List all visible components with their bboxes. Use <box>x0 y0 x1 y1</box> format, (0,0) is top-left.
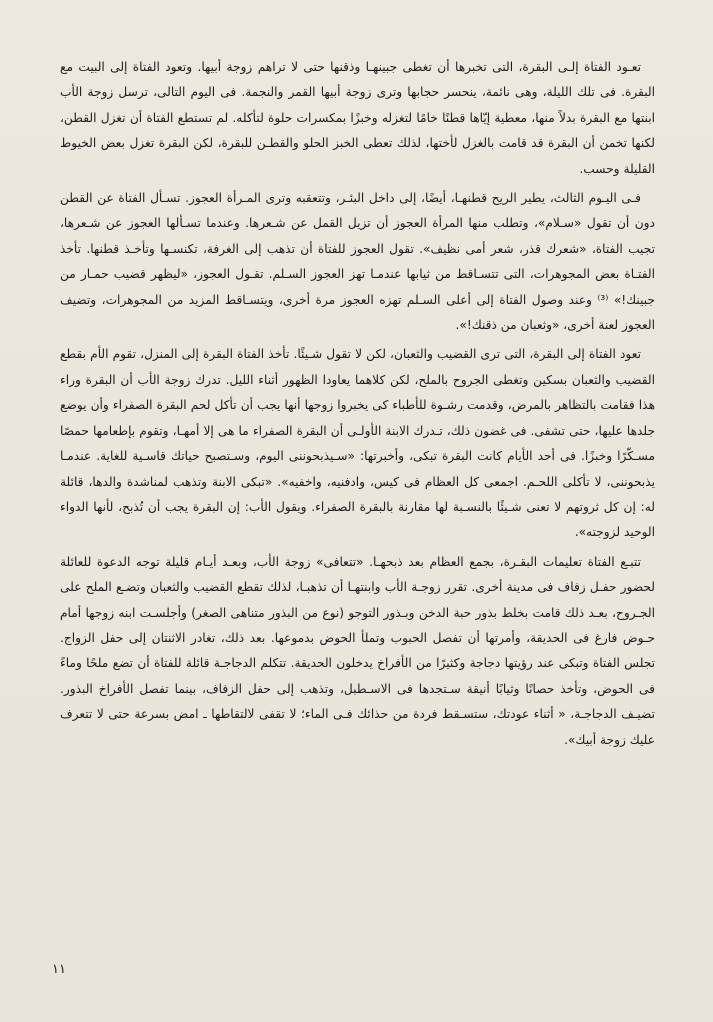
page-number: ١١ <box>52 962 66 977</box>
paragraph: تعـود الفتاة إلـى البقرة، التى تخبرها أن تغطى جبينهـا وذقنها حتى لا تراهم زوجة أبيها. وتعود الفتاة إلى البيت مع البقرة. فى تلك الليلة، وهى نائمة، ينحسر حجابها وترى زوجة أبيها القمر والنجمة. فى اليوم التالى، ترسل زوجة الأب ابنتها مع البقرة بدلاً منها، معطية إيّاها قطنًا خامًا لتغزله وخبزًا بمكسرات حلوة لتأكله. لم تستطع الفتاة أن تغزل القطن، لكنها تخمن أن البقرة قد قامت بالغزل لأختها، لذلك تعطى الخبز الحلو والقطـن للبقرة، لكن البقرة تغزل بعض الخيوط القليلة وحسب. <box>60 60 655 176</box>
paragraph: فـى اليـوم الثالث، يطير الريح قطنهـا، أيضًا، إلى داخل البئـر، وتتعقبه وترى المـرأة العجوز. تسـأل الفتاة عن القطن دون أن تقول «سـلام»، وتطلب منها المرأة العجوز أن تزيل القمل عن شـعرها. وعندما تسـألها العجوز عن شـعرها، تجيب الفتاة، «شعرك قذر، شعر أمى نظيف». تقول العجوز للفتاة أن تذهب إلى الغرفة، تكنسـها وتأخـذ قطنها. تأخذ الفتـاة بعض المجوهرات، التى تتسـاقط من ثيابها عندمـا تهز العجوز السـلم. تقـول العجوز، «ليظهر قضيب حمـار من جبينك!» ⁽³⁾ وعند وصول الفتاة إلى أعلى السـلم تهزه العجوز مرة أخرى، ويتسـاقط المزيد من المجوهرات، وتضيف العجوز لعنة أخرى، «وثعبان من ذقنك!». <box>60 191 655 333</box>
paragraph: تتبـع الفتاة تعليمات البقـرة، بجمع العظام بعد ذبحهـا. «تتعافى» زوجة الأب، وبعـد أيـام قليلة توجه الدعوة للعائلة لحضور حفـل زفاف فى مدينة أخرى. تقرر زوجـة الأب وابنتهـا أن تذهبـا، لذلك تقطع القضيب والثعبان وتضـع الملح على الجـروح، بعـد ذلك قامت بخلط بذور حبة الدخن وبـذور التوجو (نوع من البذور متناهى الصغر) وأجلسـت ابنه زوجها أمام حـوض فارغ فى الحديقة، وأمرتها أن تفصل الحبوب وتملأ الحوض بدموعها. بعد ذلك، تغادر الاثنتان إلى حفل الزواج. تجلس الفتاة وتبكى عند رؤيتها دجاجة وكثيرًا من الأفراخ يدخلون الحديقة. تتكلم الدجاجـة قائلة للفتاة أن تضع ملحًا وماءً فى الحوض، وتأخذ حصانًا وثيابًا أنيقة سـتجدها فى الاسـطبل، وتذهب إلى حفل الزفاف، بينما تفصل الأفراخ البذور. تضيـف الدجاجـة، « أثناء عودتك، ستسـقط فردة من حذائك فـى الماء؛ لا تقفى لالتقاطها ـ امض بسرعة حتى لا تتعرف عليك زوجة أبيك». <box>60 554 655 747</box>
body-text <box>60 55 655 757</box>
paragraph: تعود الفتاة إلى البقرة، التى ترى القضيب والثعبان، لكن لا تقول شـيئًا. تأخذ الفتاة البقرة إلى المنزل، تقوم الأم بقطع القضيب والثعبان بسكين وتغطى الجروح بالملح، لكن كلاهما يعاودا الظهور أثناء الليل. تدرك زوجة الأب أن البقرة وراء هذا فقامت بالتظاهر بالمرض، وقدمت رشـوة للأطباء كى يخبروا زوجها أنها يجب أن تأكل لحم البقرة الصفراء وأن يوضع جلدها عليها، حتى تشفى. فى غضون ذلك، تـدرك الابنة الأولـى أن البقرة الصفراء ما هى إلا أمهـا، وتقوم بإطعامها حمصًا مسـكّرًا وخبزًا. فى أحد الأيام كانت البقرة تبكى، وأخبرتها: «سـيذبحوننى اليوم، وسـتصبح حياتك قاسـية للغاية. عندمـا يذبحوننى، لا تأكلى اللحـم. اجمعى كل العظام فى كيس، وادفنيه، واخفيه». «تبكى الابنة وتذهب لمناشدة والدها، قائلة له: إن كل ثروتهم لا تعنى شـيئًا بالنسـبة لها مقارنة بالبقرة الصفراء. ويقول الأب: إن البقرة يجب أن تُذبح، لأنها الدواء الوحيد لزوجته». <box>60 347 655 540</box>
